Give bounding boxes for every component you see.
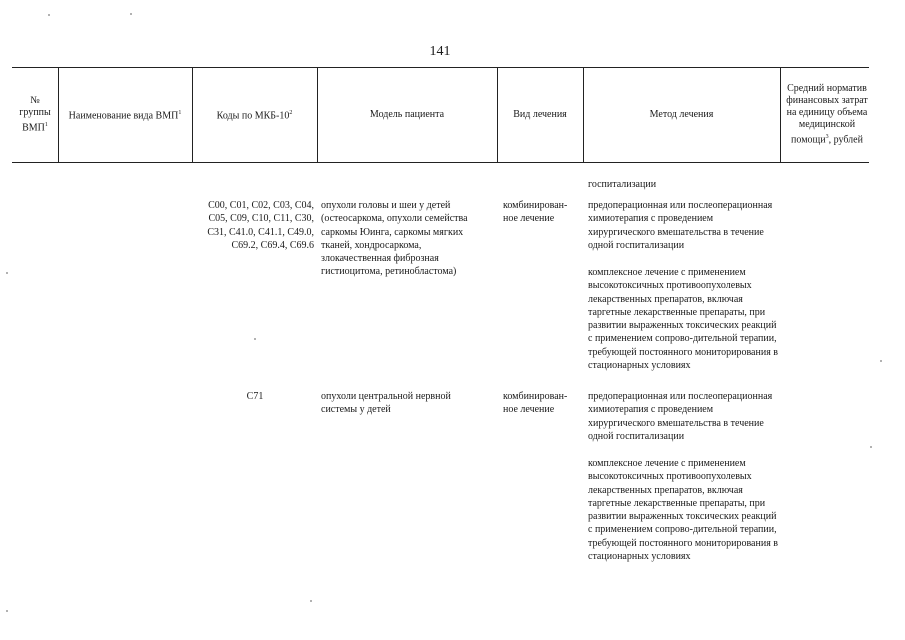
treatment-method-cell: предоперационная или послеоперационная химиотерапия с проведением хирургического вмешательства в течение одной госпитализации — [588, 391, 773, 442]
treatment-method-cell: комплексное лечение с применением высокотоксичных противоопухолевых лекарственных препаратов, включая таргетные лекарственные препараты, при развитии выраженных токсических реакций с применением сопрово-дительной терапии, требующей постоянного мониторирования в стационарных условиях — [588, 458, 779, 563]
scan-speck — [48, 14, 50, 16]
continuation-method-text: госпитализации — [588, 179, 657, 190]
header-treatment-method: Метод лечения — [649, 108, 714, 120]
page-number: 141 — [429, 44, 451, 59]
treatment-type-cell: комбинирован-ное лечение — [503, 200, 568, 225]
header-vmp-name: Наименование вида ВМП$^1$ — [68, 109, 182, 122]
scan-speck — [254, 338, 256, 340]
scan-speck — [870, 446, 872, 448]
header-icd-codes: Коды по МКБ-$10^2$ — [216, 109, 293, 122]
column-divider — [192, 67, 193, 162]
header-cost-norm: Средний норматив финансовых затрат на единицу объема медицинской помощи$^3$, рублей — [786, 82, 868, 146]
treatment-type-cell: комбинирован-ное лечение — [503, 391, 568, 416]
header-rule-bottom — [12, 162, 869, 163]
patient-model-cell: опухоли головы и шеи у детей (остеосаркома, опухоли семейства саркомы Юинга, саркомы мягких тканей, хондросаркома, злокачественная фиброзная гистиоцитома, ретинобластома) — [321, 200, 468, 278]
column-divider — [780, 67, 781, 162]
treatment-method-cell: предоперационная или послеоперационная химиотерапия с проведением хирургического вмешательства в течение одной госпитализации — [588, 200, 773, 251]
treatment-method-cell: комплексное лечение с применением высокотоксичных противоопухолевых лекарственных препаратов, включая таргетные лекарственные препараты, при развитии выраженных токсических реакций с применением сопрово-дительной терапии, требующей постоянного мониторирования в стационарных условиях — [588, 267, 779, 372]
header-group-number: № группы ВМП$^1$ — [19, 94, 51, 134]
column-divider — [497, 67, 498, 162]
scan-speck — [130, 13, 132, 15]
icd-codes-cell: C71 — [246, 391, 264, 402]
header-patient-model: Модель пациента — [369, 108, 445, 120]
scan-speck — [6, 272, 8, 274]
icd-codes-cell: C00, C01, C02, C03, C04, C05, C09, C10, C11, C30, C31, C41.0, C41.1, C49.0, C69.2, C69.4, C69.6 — [207, 200, 314, 251]
column-divider — [317, 67, 318, 162]
scan-speck — [6, 610, 8, 612]
column-divider — [58, 67, 59, 162]
column-divider — [583, 67, 584, 162]
scan-speck — [310, 600, 312, 602]
scan-speck — [880, 360, 882, 362]
header-treatment-type: Вид лечения — [513, 108, 567, 120]
patient-model-cell: опухоли центральной нервной системы у детей — [321, 391, 451, 416]
